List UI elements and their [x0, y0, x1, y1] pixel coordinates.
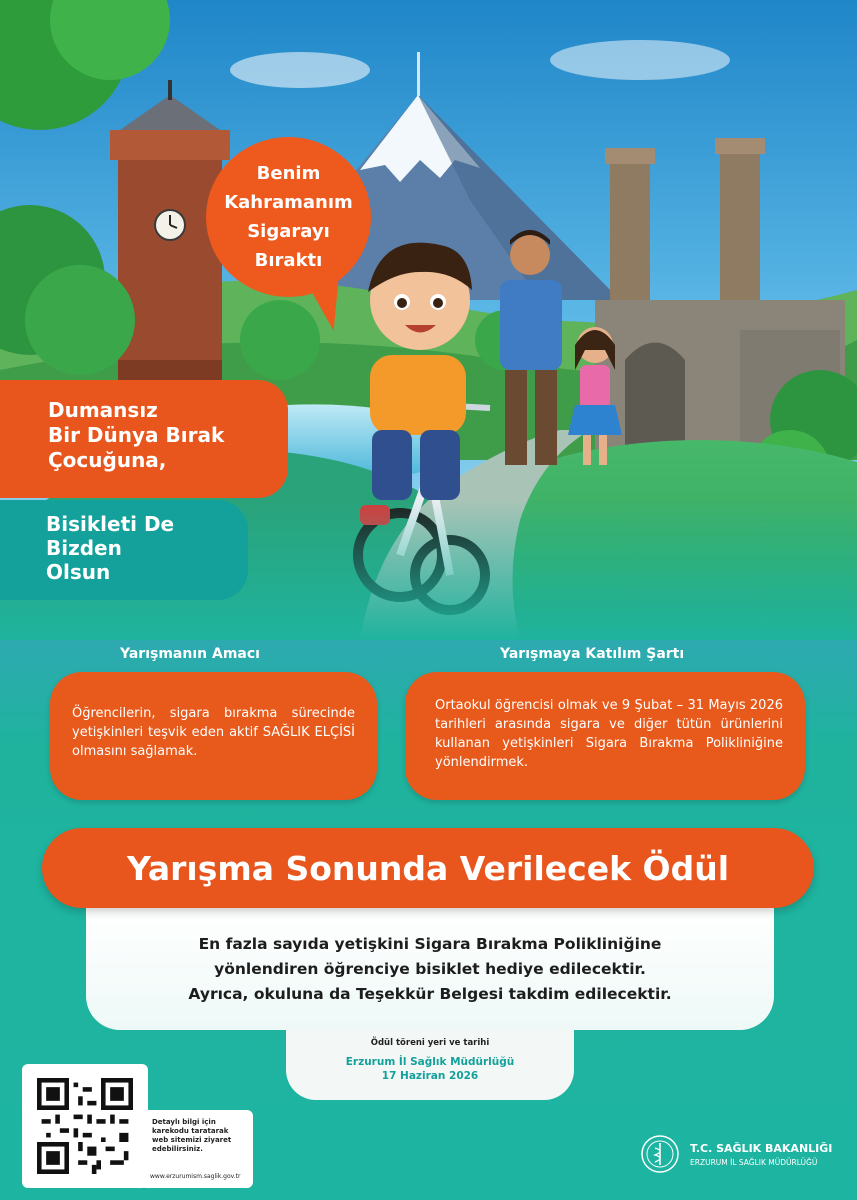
- award-line: yönlendiren öğrenciye bisiklet hediye edilecektir.: [214, 959, 646, 978]
- award-title: Yarışma Sonunda Verilecek Ödül: [42, 828, 814, 908]
- award-line: En fazla sayıda yetişkini Sigara Bırakma Polikliniğine: [198, 934, 662, 953]
- qr-info-line: Detaylı bilgi için: [152, 1118, 216, 1126]
- slogan-line: Bir Dünya Bırak: [48, 423, 225, 447]
- qr-info-line: karekodu taratarak: [152, 1127, 229, 1135]
- qr-code-icon: [37, 1078, 133, 1174]
- qr-info-panel: [140, 1110, 253, 1188]
- participation-title: Yarışmaya Katılım Şartı: [500, 646, 685, 662]
- slogan-line: Bizden: [46, 536, 122, 560]
- ministry-name: T.C. SAĞLIK BAKANLIĞI: [690, 1142, 833, 1155]
- award-description: [86, 908, 774, 1030]
- ceremony-date: 17 Haziran 2026: [381, 1070, 479, 1082]
- participation-text: Ortaokul öğrencisi olmak ve 9 Şubat – 31 Mayıs 2026 tarihleri arasında sigara ve diğer tütün ürünlerini kullanan yetişkinleri Sigara Bırakma Polikliniğine yönlendirmek.: [435, 698, 783, 770]
- slogan-line: Bisikleti De: [46, 512, 175, 536]
- ceremony-label: Ödül töreni yeri ve tarihi: [370, 1038, 490, 1048]
- bubble-line: Benim: [256, 163, 321, 184]
- bubble-line: Sigarayı: [247, 221, 330, 242]
- participation-box: [405, 672, 805, 800]
- slogan-line: Çocuğuna,: [48, 448, 167, 472]
- purpose-text: Öğrencilerin, sigara bırakma sürecinde yetişkinleri teşvik eden aktif SAĞLIK ELÇİSİ olmasını sağlamak.: [72, 706, 355, 759]
- award-line: Ayrıca, okuluna da Teşekkür Belgesi takdim edilecektir.: [188, 984, 672, 1003]
- slogan-line: Dumansız: [48, 398, 158, 422]
- qr-info-line: edebilirsiniz.: [152, 1145, 203, 1153]
- ceremony-box: [286, 1030, 574, 1100]
- qr-code-box[interactable]: [22, 1064, 148, 1188]
- purpose-title: Yarışmanın Amacı: [120, 646, 260, 662]
- website-url[interactable]: www.erzurumism.saglik.gov.tr: [150, 1173, 241, 1180]
- purpose-box: [50, 672, 377, 800]
- health-ministry-emblem-icon: [640, 1134, 680, 1174]
- bubble-line: Kahramanım: [224, 192, 353, 213]
- slogan-line: Olsun: [46, 560, 111, 584]
- ministry-unit: ERZURUM İL SAĞLIK MÜDÜRLÜĞÜ: [690, 1158, 818, 1167]
- qr-info-line: web sitemizi ziyaret: [152, 1136, 232, 1144]
- slogan-banner-orange: [0, 380, 288, 498]
- speech-bubble: [206, 137, 371, 297]
- ceremony-place: Erzurum İl Sağlık Müdürlüğü: [345, 1056, 515, 1068]
- slogan-banner-teal: [0, 500, 248, 600]
- ministry-logo: [640, 1130, 840, 1180]
- bubble-line: Bıraktı: [254, 250, 323, 271]
